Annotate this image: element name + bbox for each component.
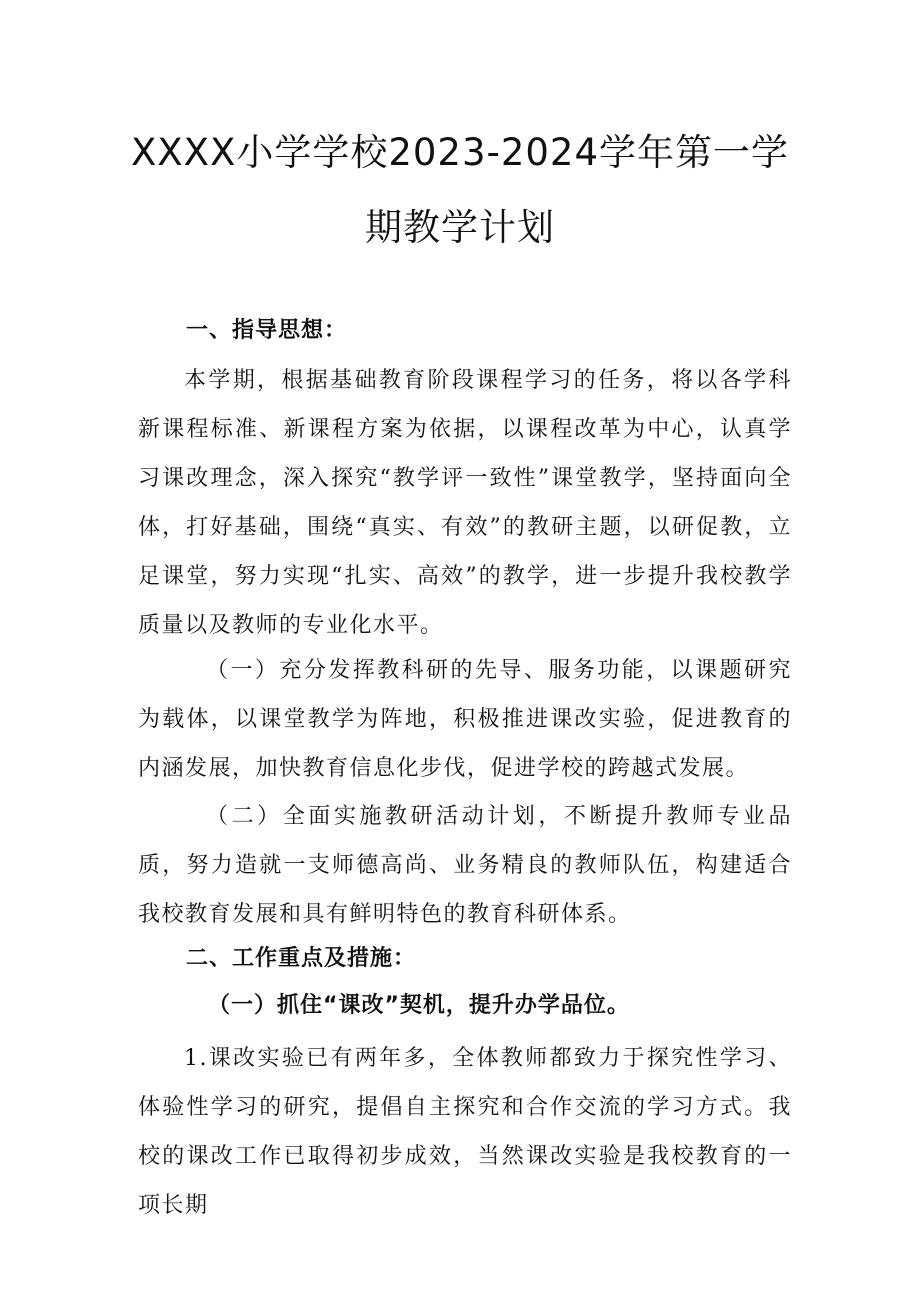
guiding-ideology-paragraph: 本学期，根据基础教育阶段课程学习的任务，将以各学科新课程标准、新课程方案为依据，以课程改革为中心，认真学习课改理念，深入探究“教学评一致性”课堂教学，坚持面向全体，打好基础，围绕“真实、有效”的教研主题，以研促教，立足课堂，努力实现“扎实、高效”的教学，进一步提升我校教学质量以及教师的专业化水平。 — [138, 368, 792, 638]
section-heading-key-work: 二、工作重点及措施： — [186, 946, 417, 971]
section-heading-guiding-ideology: 一、指导思想： — [186, 318, 348, 343]
guiding-ideology-item-2: （二）全面实施教研活动计划，不断提升教师专业品质，努力造就一支师德高尚、业务精良的教师队伍，构建适合我校教育发展和具有鲜明特色的教育科研体系。 — [138, 804, 792, 927]
curriculum-reform-paragraph: 1.课改实验已有两年多，全体教师都致力于探究性学习、体验性学习的研究，提倡自主探究和合作交流的学习方式。我校的课改工作已取得初步成效，当然课改实验是我校教育的一项长期 — [138, 1046, 792, 1218]
document-title-line-2: 期教学计划 — [365, 206, 555, 249]
guiding-ideology-item-1: （一）充分发挥教科研的先导、服务功能，以课题研究为载体，以课堂教学为阵地，积极推进课改实验，促进教育的内涵发展，加快教育信息化步伐，促进学校的跨越式发展。 — [138, 658, 792, 781]
document-title-line-1: XXXX小学学校2023-2024学年第一学 — [130, 131, 790, 174]
subsection-heading-curriculum-reform: （一）抓住“课改”契机，提升办学品位。 — [208, 993, 630, 1018]
